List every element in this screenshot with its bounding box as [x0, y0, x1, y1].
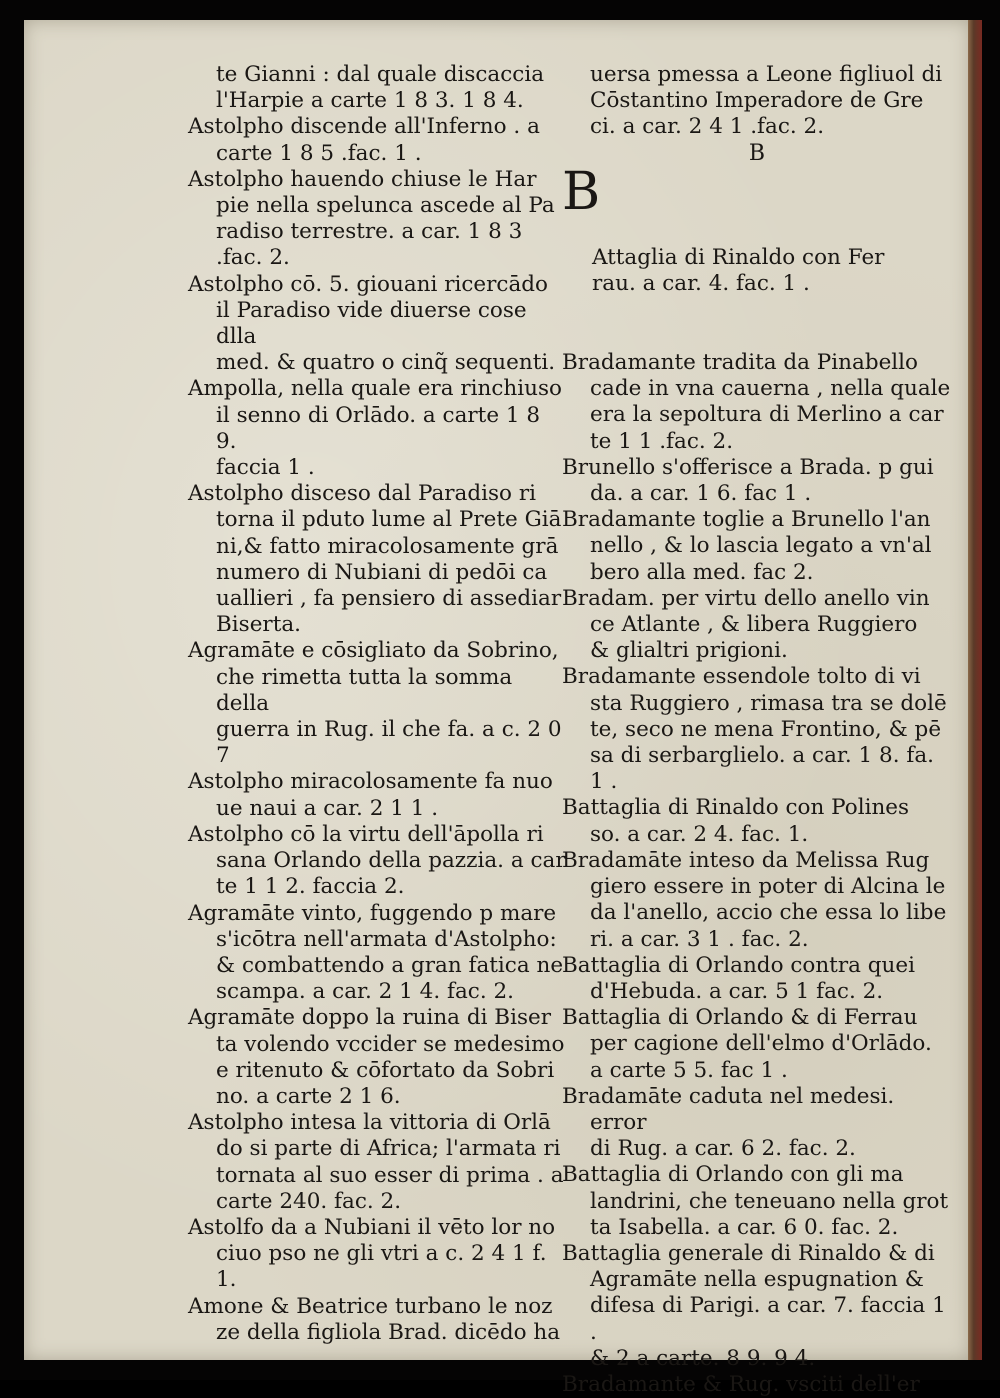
index-entry: Astolpho intesa la vittoria di Orlā do si parte di Africa; l'armata ri tornata al suo esser di prima . a carte 240. fac. 2.: [188, 1110, 564, 1214]
index-entry: Astolpho miracolosamente fa nuo ue naui a car. 2 1 1 .: [188, 769, 553, 821]
index-entry: Astolfo da a Nubiani il vēto lor no ciuo pso ne gli vtri a c. 2 4 1 f. 1.: [188, 1214, 556, 1293]
index-entry: Astolpho cō. 5. giouani ricercādo il Paradiso vide diuerse cose dlla med. & quatro o cinq̃ sequenti.: [188, 271, 556, 376]
index-entry: Bradamāte inteso da Melissa Rug giero essere in poter di Alcina le da l'anello, accio che essa lo libe ri. a car. 3 1 . fac. 2.: [562, 847, 947, 952]
section-heading-letter: B: [748, 140, 766, 166]
index-entry: Agramāte e cōsigliato da Sobrino, che rimetta tutta la somma della guerra in Rug. il che fa. a c. 2 0 7: [188, 638, 562, 769]
index-entry: Battaglia di Orlando con gli ma landrini, che teneuano nella grot ta Isabella. a car. 6 0. fac. 2.: [562, 1162, 949, 1240]
index-entry: Bradamāte caduta nel medesi. error di Rug. a car. 6 2. fac. 2.: [562, 1083, 895, 1162]
index-entry: Astolpho discende all'Inferno . a carte 1 8 5 .fac. 1 .: [188, 114, 540, 166]
right-column: [562, 62, 952, 1398]
index-entry: Bradamante & Rug. vsciti dell'er: [562, 1371, 920, 1397]
index-entry: Battaglia generale di Rinaldo & di Agramāte nella espugnation & difesa di Parigi. a car. 7. faccia 1 . & 2 a carte. 8 9. 9 4.: [562, 1240, 946, 1371]
left-column: [188, 62, 566, 1346]
index-entry: Amone & Beatrice turbano le noz ze della figliola Brad. dicēdo ha: [188, 1293, 561, 1345]
index-entry: Ampolla, nella quale era rinchiuso il senno di Orlādo. a carte 1 8 9. faccia 1 .: [188, 376, 562, 481]
index-entry: Astolpho disceso dal Paradiso ri torna il pduto lume al Prete Giā ni,& fatto miracolosamente grā numero di Nubiani di pedōi ca uallieri , fa pensiero di assediar Biserta.: [188, 481, 562, 638]
index-entry: Bradam. per virtu dello anello vin ce Atlante , & libera Ruggiero & glialtri prigioni.: [562, 585, 930, 664]
dropcap-entry: [562, 161, 952, 350]
dropcap-text: Attaglia di Rinaldo con Fer rau. a car. 4. fac. 1 .: [592, 245, 885, 297]
index-entry: Battaglia di Orlando contra quei d'Hebuda. a car. 5 1 fac. 2.: [562, 952, 915, 1004]
dropcap-letter: B: [562, 161, 601, 222]
index-entry: Astolpho hauendo chiuse le Har pie nella spelunca ascede al Pa radiso terrestre. a car. 1 8 3 .fac. 2.: [188, 166, 555, 271]
index-entry: te Gianni : dal quale discaccia l'Harpie a carte 1 8 3. 1 8 4.: [216, 62, 545, 114]
index-entry: Bradamante tradita da Pinabello cade in vna cauerna , nella quale era la sepoltura di Merlino a car te 1 1 .fac. 2.: [562, 350, 951, 454]
index-entry: Bradamante toglie a Brunello l'an nello , & lo lascia legato a vn'al bero alla med. fac 2.: [562, 507, 932, 585]
index-entry: Astolpho cō la virtu dell'āpolla ri sana Orlando della pazzia. a car te 1 1 2. faccia 2.: [188, 821, 566, 900]
index-entry: uersa pmessa a Leone figliuol di Cōstantino Imperadore de Gre ci. a car. 2 4 1 .fac. 2.: [590, 62, 943, 140]
index-entry: Bradamante essendole tolto di vi sta Ruggiero , rimasa tra se dolē te, seco ne mena Frontino, & pē sa di serbarglielo. a car. 1 8. fa. 1 .: [562, 664, 947, 795]
index-entry: Battaglia di Rinaldo con Polines so. a car. 2 4. fac. 1.: [562, 795, 910, 847]
book-edge: [968, 20, 982, 1360]
index-entry: Agramāte doppo la ruina di Biser ta volendo vccider se medesimo e ritenuto & cōfortato da Sobri no. a carte 2 1 6.: [188, 1005, 565, 1109]
index-entry: Brunello s'offerisce a Brada. p gui da. a car. 1 6. fac 1 .: [562, 454, 934, 507]
index-entry: Battaglia di Orlando & di Ferrau per cagione dell'elmo d'Orlādo. a carte 5 5. fac 1 .: [562, 1005, 932, 1083]
index-entry: Agramāte vinto, fuggendo p mare s'icōtra nell'armata d'Astolpho: & combattendo a gran fatica ne scampa. a car. 2 1 4. fac. 2.: [188, 900, 564, 1005]
